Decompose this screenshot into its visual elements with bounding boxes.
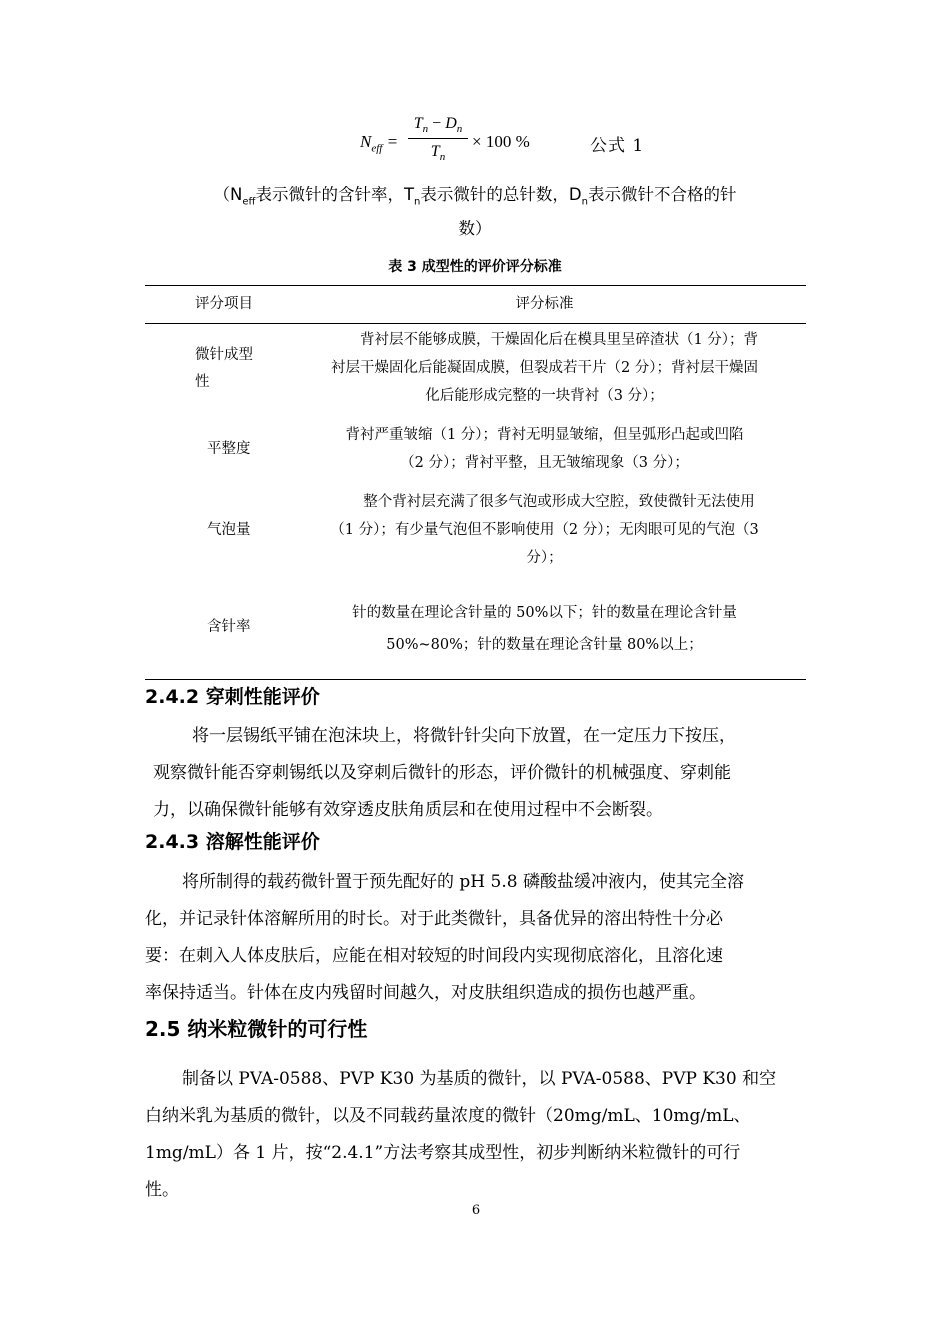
table-row-criteria: 针的数量在理论含针量的 50%以下；针的数量在理论含针量 50%~80%；针的数量在理论含针量 80%以上； [352, 605, 737, 653]
table-row-item: 含针率 [207, 619, 251, 635]
section-paragraph-2-4-3: 将所制得的载药微针置于预先配好的 pH 5.8 磷酸盐缓冲液内，使其完全溶 化，并记录针体溶解所用的时长。对于此类微针，具备优异的溶出特性十分必 要：在刺入人体皮肤后，应能在相对较短的时间段内实现彻底溶化，且溶化速 率保持适当。针体在皮内残留时间越久，对皮肤组织造成的损伤也越严重。 [145, 872, 744, 1003]
formula-rhs: × 100 % [472, 132, 530, 151]
section-heading-2-4-3: 2.4.3 溶解性能评价 [145, 831, 320, 853]
formula-label: 公式 1 [590, 136, 645, 156]
table-row-criteria: 背衬层不能够成膜，干燥固化后在模具里呈碎渣状（1 分）；背 衬层干燥固化后能凝固成膜，但裂成若干片（2 分）；背衬层干燥固 化后能形成完整的一块背衬（3 分）； [330, 332, 759, 404]
section-heading-2-5: 2.5 纳米粒微针的可行性 [145, 1017, 368, 1041]
table-row-criteria: 整个背衬层充满了很多气泡或形成大空腔，致使微针无法使用 （1 分）；有少量气泡但不影响使用（2 分）；无肉眼可见的气泡（3 分）； [330, 494, 759, 566]
formula-denominator: $T_n$ [430, 143, 446, 164]
formula-note-line-2: 数） [458, 219, 492, 238]
table-header-item: 评分项目 [195, 296, 253, 312]
page-number: 6 [471, 1203, 481, 1218]
section-paragraph-2-5: 制备以 PVA-0588、PVP K30 为基质的微针，以 PVA-0588、PVP K30 和空 白纳米乳为基质的微针，以及不同载药量浓度的微针（20mg/mL、10mg/mL、 1mg/mL）各 1 片，按“2.4.1”方法考察其成型性，初步判断纳米粒微针的可行 性。 [145, 1069, 777, 1200]
fraction-bar [408, 138, 468, 139]
section-heading-2-4-2: 2.4.2 穿刺性能评价 [145, 686, 320, 708]
table-header-criteria: 评分标准 [515, 296, 574, 312]
table-header-rule [145, 323, 806, 324]
table-row-item: 平整度 [207, 441, 251, 457]
formula-fraction [408, 115, 468, 163]
table-bottom-rule [145, 679, 806, 680]
table-row-item: 气泡量 [207, 522, 251, 538]
section-paragraph-2-4-2: 将一层锡纸平铺在泡沫块上，将微针针尖向下放置，在一定压力下按压， 观察微针能否穿刺锡纸以及穿刺后微针的形态，评价微针的机械强度、穿刺能 力，以确保微针能够有效穿透皮肤角质层和在使用过程中不会断裂。 [153, 726, 736, 820]
formula-numerator: $T_n - D_n$ [413, 115, 463, 136]
table-row-criteria: 背衬严重皱缩（1 分）；背衬无明显皱缩，但呈弧形凸起或凹陷 （2 分）；背衬平整，且无皱缩现象（3 分）； [345, 427, 744, 471]
table-top-rule [145, 285, 806, 286]
table-title: 表 3 成型性的评价评分标准 [388, 259, 562, 275]
formula-note-line-1: （$N_{eff}$表示微针的含针率，$T_n$表示微针的总针数，$D_n$表示微针不合格的针 [213, 185, 737, 208]
formula-lhs: $N_{eff}$ = [360, 132, 399, 155]
table-row-item: 微针成型 性 [195, 347, 253, 390]
